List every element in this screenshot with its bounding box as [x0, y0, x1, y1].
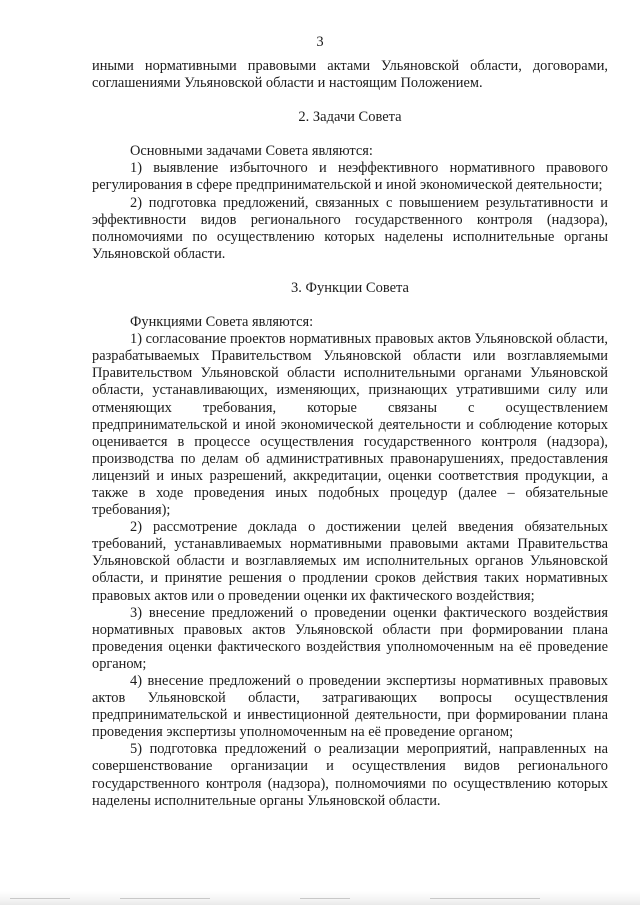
paragraph-function-5: 5) подготовка предложений о реализации мероприятий, направленных на совершенствование организации и осуществления видов регионального государственного контроля (надзора), полномочиями по осуществлению которых наделены исполнительные органы Ульяновской области. [92, 741, 608, 809]
paragraph-task-2: 2) подготовка предложений, связанных с повышением результативности и эффективности видов регионального государственного контроля (надзора), полномочиями по осуществлению которых наделены исполнительные органы Ульяновской области. [92, 194, 608, 262]
paragraph-function-4: 4) внесение предложений о проведении экспертизы нормативных правовых актов Ульяновской области, затрагивающих вопросы осуществления предпринимательской и инвестиционной деятельности, при формировании плана проведения экспертизы уполномоченным на её проведение органом; [92, 673, 608, 741]
paragraph-task-1: 1) выявление избыточного и неэффективного нормативного правового регулирования в сфере предпринимательской и иной экономической деятельности; [92, 160, 608, 194]
scan-bottom-edge [0, 891, 640, 905]
paragraph-tasks-intro: Основными задачами Совета являются: [130, 143, 373, 160]
document-body [92, 58, 608, 810]
paragraph-function-1: 1) согласование проектов нормативных правовых актов Ульяновской области, разрабатываемых Правительством Ульяновской области или возглавляемыми Правительством Ульяновской области исполнительными органами Ульяновской области, устанавливающих, изменяющих, признающих утратившими силу или отменяющих требования, которые связаны с осуществлением предпринимательской и иной экономической деятельности и соблюдение которых оценивается в процессе осуществления государственного контроля (надзора), производства по делам об административных правонарушениях, предоставления лицензий и иных разрешений, аккредитации, оценки соответствия продукции, а также в ходе проведения иных подобных процедур (далее – обязательные требования); [92, 331, 608, 519]
section-heading-functions: 3. Функции Совета [291, 279, 409, 296]
paragraph-continuation: иными нормативными правовыми актами Ульяновской области, договорами, соглашениями Ульяновской области и настоящим Положением. [92, 58, 608, 92]
paragraph-functions-intro: Функциями Совета являются: [130, 314, 314, 331]
paragraph-function-3: 3) внесение предложений о проведении оценки фактического воздействия нормативных правовых актов Ульяновской области при формировании плана проведения оценки фактического воздействия уполномоченным на её проведение органом; [92, 604, 608, 672]
paragraph-function-2: 2) рассмотрение доклада о достижении целей введения обязательных требований, устанавливаемых нормативными правовыми актами Правительства Ульяновской области и возглавляемых им исполнительных органов Ульяновской области, и принятие решения о продлении сроков действия таких нормативных правовых актов или о проведении оценки их фактического воздействия; [92, 519, 608, 604]
section-heading-tasks: 2. Задачи Совета [298, 109, 402, 126]
page-number: 3 [316, 34, 324, 50]
